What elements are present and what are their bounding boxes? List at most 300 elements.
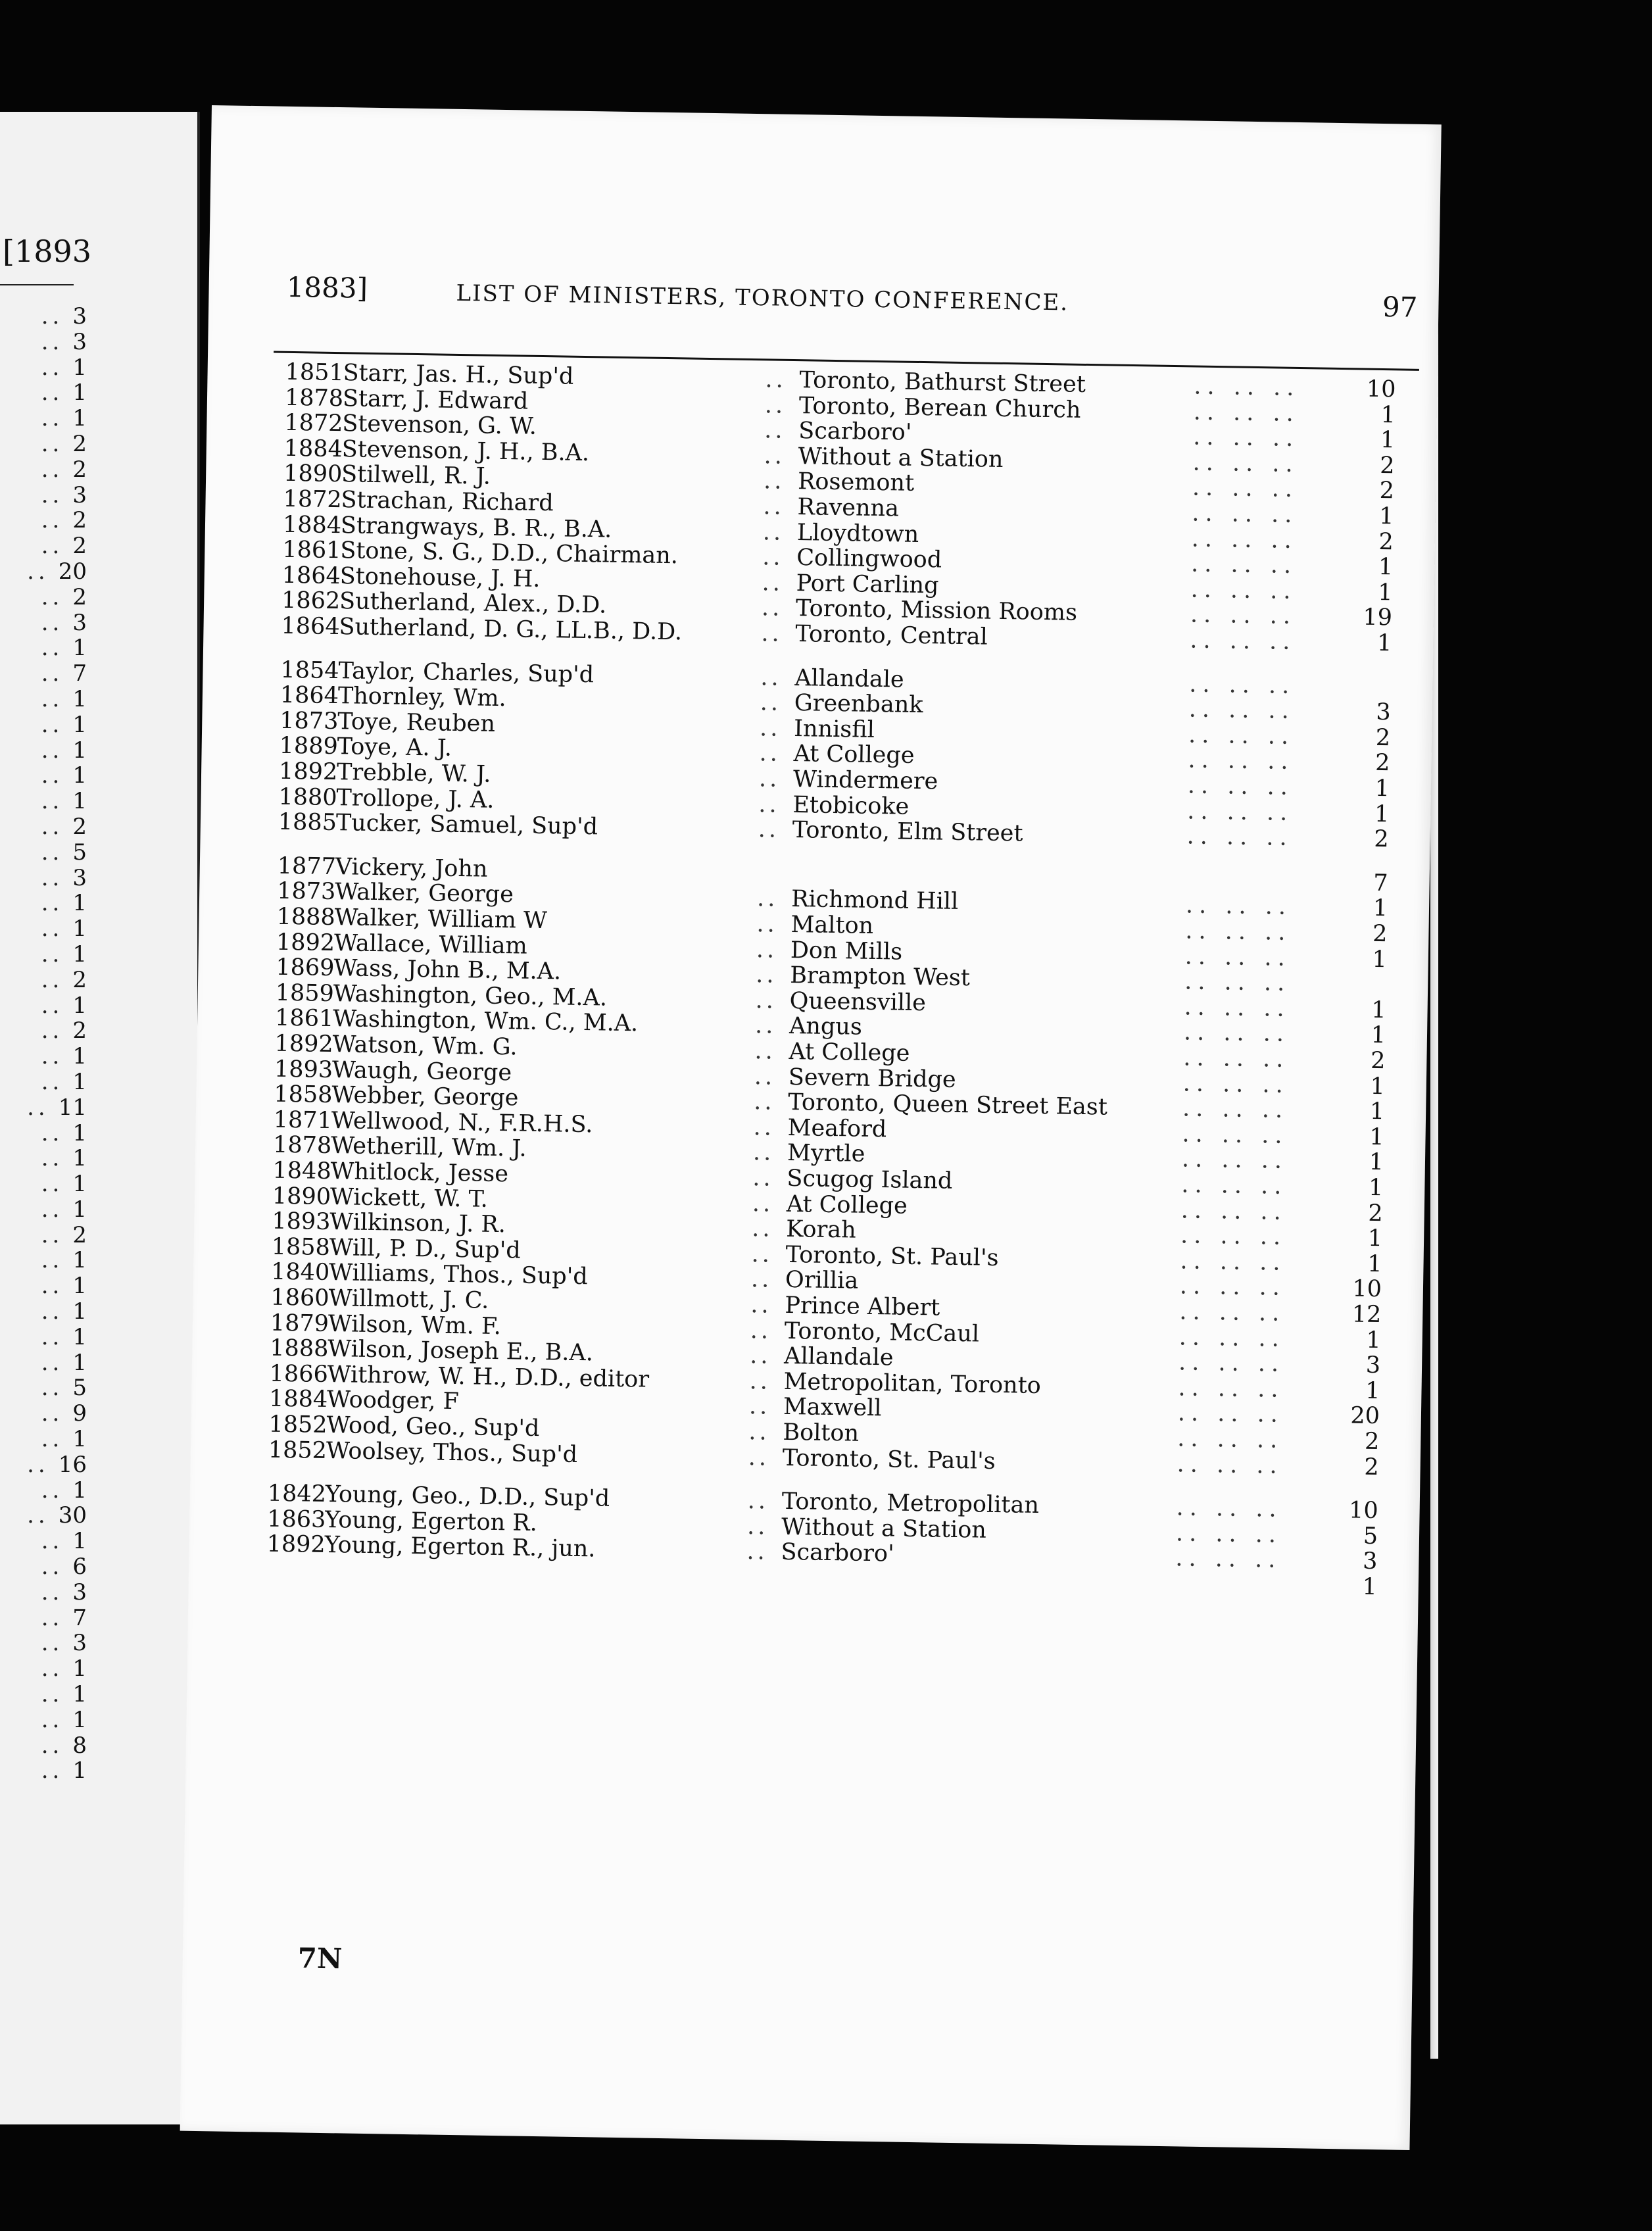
station-name: Ravenna bbox=[797, 494, 900, 522]
left-year-count bbox=[8, 1018, 87, 1044]
leader-dots: .. bbox=[41, 1400, 64, 1427]
leader-dots: .. bbox=[41, 1655, 64, 1682]
left-year-count bbox=[8, 712, 87, 738]
minister-name: Wilson, Wm. F. bbox=[328, 1310, 502, 1340]
count-value: 1 bbox=[72, 1247, 87, 1274]
left-year-count bbox=[8, 687, 87, 712]
leader-dots: .. bbox=[746, 1513, 769, 1540]
leader-dots: .. bbox=[41, 1579, 64, 1606]
minister-name: Trollope, J. A. bbox=[336, 784, 495, 814]
leader-dots: .. bbox=[761, 595, 783, 622]
leader-dots: .. bbox=[41, 966, 64, 993]
years-count: 1 bbox=[1369, 1098, 1385, 1125]
minister-name: Starr, Jas. H., Sup'd bbox=[343, 360, 574, 390]
count-value: 1 bbox=[72, 916, 87, 943]
station-name: Don Mills bbox=[790, 937, 903, 966]
entry-year: 1892 bbox=[266, 1531, 326, 1559]
leader-dots: .. .. .. bbox=[1190, 627, 1296, 655]
entry-year: 1864 bbox=[281, 612, 340, 641]
years-count: 2 bbox=[1380, 452, 1395, 479]
years-count: 7 bbox=[1373, 870, 1388, 897]
years-count: 1 bbox=[1374, 800, 1390, 827]
station-name: Without a Station bbox=[781, 1513, 987, 1544]
station-name: Malton bbox=[790, 911, 874, 939]
station-name: Without a Station bbox=[798, 443, 1004, 473]
left-year-count bbox=[8, 483, 87, 508]
years-count: 2 bbox=[1372, 920, 1388, 948]
years-count: 1 bbox=[1376, 629, 1392, 657]
count-value: 20 bbox=[58, 558, 87, 585]
entry-year: 1872 bbox=[284, 409, 343, 437]
leader-dots: .. bbox=[750, 1266, 773, 1293]
left-year-count bbox=[8, 789, 87, 814]
leader-dots: .. bbox=[752, 1139, 775, 1167]
entry-year: 1858 bbox=[274, 1081, 333, 1109]
station-name: Scarboro' bbox=[781, 1539, 894, 1567]
leader-dots: .. .. .. bbox=[1182, 1121, 1288, 1149]
leader-dots: .. bbox=[763, 468, 785, 495]
leader-dots: .. bbox=[41, 1171, 64, 1198]
station-name: Toronto, St. Paul's bbox=[785, 1241, 999, 1271]
years-count: 10 bbox=[1366, 376, 1396, 403]
left-year-count bbox=[8, 585, 87, 610]
station-name: Port Carling bbox=[796, 570, 939, 599]
leader-dots: .. bbox=[41, 1630, 64, 1657]
left-facing-page bbox=[0, 112, 200, 2124]
minister-name: Wetherill, Wm. J. bbox=[330, 1133, 527, 1163]
leader-dots: .. bbox=[41, 1604, 64, 1631]
minister-name: Young, Egerton R. bbox=[324, 1506, 538, 1536]
leader-dots: .. .. .. bbox=[1189, 671, 1296, 699]
leader-dots: .. bbox=[41, 430, 64, 457]
leader-dots: .. bbox=[41, 1017, 64, 1044]
minister-name: Wass, John B., M.A. bbox=[333, 955, 562, 985]
station-name: Windermere bbox=[792, 766, 938, 795]
minister-name: Sutherland, Alex., D.D. bbox=[339, 588, 607, 619]
leader-dots: .. .. .. bbox=[1187, 772, 1294, 800]
count-value: 3 bbox=[72, 609, 87, 636]
station-name: Lloydtown bbox=[796, 519, 919, 548]
count-value: 1 bbox=[72, 1477, 87, 1504]
entry-year: 1873 bbox=[276, 878, 336, 906]
leader-dots: .. .. .. bbox=[1185, 892, 1292, 921]
minister-name: Stonehouse, J. H. bbox=[339, 562, 541, 593]
count-value: 1 bbox=[72, 1145, 87, 1172]
leader-dots: .. bbox=[41, 1247, 64, 1274]
minister-name: Wickett, W. T. bbox=[329, 1183, 489, 1213]
years-count: 2 bbox=[1379, 478, 1395, 504]
count-value: 1 bbox=[72, 635, 87, 662]
minister-name: Walker, George bbox=[334, 879, 514, 908]
years-count: 1 bbox=[1365, 1377, 1380, 1404]
station-name: Toronto, Berean Church bbox=[798, 392, 1081, 424]
leader-dots: .. .. .. bbox=[1183, 1044, 1290, 1073]
station-name: Toronto, McCaul bbox=[784, 1317, 980, 1348]
leader-dots: .. bbox=[41, 1375, 64, 1402]
years-count: 2 bbox=[1378, 528, 1394, 555]
leader-dots: .. bbox=[41, 354, 64, 381]
entry-year: 1869 bbox=[276, 954, 335, 982]
entry-year: 1878 bbox=[284, 384, 344, 412]
count-value: 1 bbox=[72, 1196, 87, 1223]
left-year-count bbox=[8, 1121, 87, 1146]
leader-dots: .. bbox=[759, 715, 781, 742]
left-year-count bbox=[8, 1273, 87, 1299]
leader-dots: .. bbox=[41, 711, 64, 738]
leader-dots: .. .. .. bbox=[1181, 1146, 1288, 1175]
count-value: 3 bbox=[72, 864, 87, 891]
years-count: 10 bbox=[1352, 1275, 1382, 1303]
leader-dots: .. bbox=[764, 443, 786, 470]
years-count: 1 bbox=[1362, 1573, 1378, 1601]
station-name: Innisfil bbox=[793, 715, 875, 743]
left-year-count bbox=[8, 406, 87, 431]
minister-name: Woolsey, Thos., Sup'd bbox=[326, 1437, 578, 1468]
entry-year: 1864 bbox=[281, 562, 341, 589]
count-value: 3 bbox=[72, 1579, 87, 1606]
count-value: 8 bbox=[72, 1732, 87, 1759]
leader-dots: .. bbox=[41, 635, 64, 662]
years-count: 3 bbox=[1362, 1548, 1378, 1575]
left-year-count bbox=[8, 1733, 87, 1759]
minister-name: Walker, William W bbox=[334, 904, 548, 935]
station-name: Scugog Island bbox=[787, 1165, 953, 1194]
leader-dots: .. bbox=[754, 1063, 776, 1091]
years-count: 2 bbox=[1374, 826, 1389, 853]
years-count: 1 bbox=[1371, 1022, 1386, 1049]
minister-name: Vickery, John bbox=[335, 853, 488, 883]
leader-dots: .. bbox=[759, 740, 781, 768]
leader-dots: .. .. .. bbox=[1187, 798, 1294, 826]
station-name: Toronto, Elm Street bbox=[792, 817, 1023, 847]
leader-dots: .. bbox=[41, 405, 64, 432]
station-name: Collingwood bbox=[796, 545, 942, 574]
minister-name: Wood, Geo., Sup'd bbox=[326, 1411, 540, 1442]
station-name: Angus bbox=[789, 1013, 863, 1041]
entry-year: 1864 bbox=[279, 681, 339, 710]
entry-year: 1861 bbox=[274, 1005, 334, 1033]
leader-dots: .. .. .. bbox=[1190, 601, 1297, 630]
leader-dots: .. .. .. bbox=[1188, 722, 1295, 750]
years-count: 1 bbox=[1367, 1250, 1382, 1277]
left-year-count bbox=[8, 304, 87, 330]
right-page bbox=[180, 105, 1442, 2150]
entry-year: 1884 bbox=[268, 1386, 328, 1413]
entry-year: 1851 bbox=[285, 358, 345, 387]
years-count: 1 bbox=[1369, 1149, 1384, 1176]
minister-name: Trebble, W. J. bbox=[336, 759, 491, 788]
minister-name: Washington, Geo., M.A. bbox=[333, 980, 608, 1012]
entry-year: 1858 bbox=[271, 1233, 331, 1261]
left-year-count bbox=[8, 431, 87, 457]
leader-dots: .. bbox=[762, 518, 785, 546]
years-count: 1 bbox=[1368, 1174, 1384, 1202]
leader-dots: .. .. .. bbox=[1180, 1248, 1286, 1276]
left-year-count bbox=[8, 1630, 87, 1656]
entry-year: 1880 bbox=[278, 783, 337, 811]
entry-year: 1852 bbox=[268, 1436, 328, 1464]
leader-dots: .. .. .. bbox=[1190, 576, 1297, 604]
left-year-count bbox=[8, 508, 87, 533]
left-year-count bbox=[8, 1069, 87, 1095]
station-name: Korah bbox=[785, 1216, 856, 1244]
left-year-count bbox=[8, 968, 87, 993]
left-year-count bbox=[8, 1427, 87, 1452]
leader-dots: .. bbox=[41, 1554, 64, 1581]
leader-dots: .. bbox=[760, 664, 783, 691]
count-value: 3 bbox=[72, 1630, 87, 1657]
count-value: 2 bbox=[72, 456, 87, 483]
entry-year: 1848 bbox=[272, 1157, 331, 1185]
count-value: 5 bbox=[72, 1375, 87, 1402]
years-count: 1 bbox=[1377, 579, 1393, 606]
leader-dots: .. .. .. bbox=[1194, 373, 1300, 402]
station-name: Richmond Hill bbox=[790, 886, 959, 916]
left-year-count bbox=[8, 1606, 87, 1631]
leader-dots: .. .. .. bbox=[1193, 399, 1300, 427]
header-year: 1883] bbox=[286, 270, 368, 305]
minister-name: Sutherland, D. G., LL.B., D.D. bbox=[339, 614, 683, 646]
leader-dots: .. .. .. bbox=[1192, 500, 1298, 529]
entry-year: 1892 bbox=[274, 1030, 333, 1058]
left-year-count bbox=[8, 1299, 87, 1325]
page-number: 97 bbox=[1382, 290, 1418, 324]
leader-dots: .. .. .. bbox=[1176, 1494, 1282, 1523]
minister-name: Will, P. D., Sup'd bbox=[329, 1234, 522, 1264]
leader-dots: .. bbox=[41, 839, 64, 866]
leader-dots: .. .. .. bbox=[1185, 918, 1292, 946]
left-year-count bbox=[8, 942, 87, 968]
years-count: 1 bbox=[1370, 1073, 1386, 1100]
leader-dots: .. bbox=[41, 1043, 64, 1070]
leader-dots: .. bbox=[27, 1094, 49, 1121]
station-name: Prince Albert bbox=[785, 1292, 940, 1321]
leader-dots: .. bbox=[41, 303, 64, 330]
leader-dots: .. .. .. bbox=[1184, 943, 1292, 971]
leader-dots: .. .. .. bbox=[1178, 1349, 1285, 1378]
leader-dots: .. bbox=[41, 941, 64, 968]
left-year-count bbox=[8, 1529, 87, 1554]
years-count: 3 bbox=[1376, 699, 1392, 726]
entry-year: 1888 bbox=[276, 903, 336, 931]
leader-dots: .. .. .. bbox=[1182, 1095, 1289, 1124]
entry-year: 1879 bbox=[270, 1310, 329, 1337]
count-value: 1 bbox=[72, 1119, 87, 1146]
minister-name: Whitlock, Jesse bbox=[330, 1158, 509, 1188]
years-count: 1 bbox=[1366, 1327, 1382, 1354]
leader-dots: .. bbox=[758, 816, 780, 843]
count-value: 5 bbox=[72, 839, 87, 866]
station-name: Toronto, Mission Rooms bbox=[795, 595, 1078, 627]
station-name: Rosemont bbox=[797, 468, 915, 497]
left-year-count bbox=[8, 457, 87, 483]
entry-year: 1852 bbox=[268, 1411, 328, 1439]
station-name: Etobicoke bbox=[792, 791, 910, 820]
leader-dots: .. bbox=[756, 885, 779, 913]
count-value: 1 bbox=[72, 788, 87, 815]
leader-dots: .. .. .. bbox=[1175, 1545, 1282, 1574]
years-count: 1 bbox=[1372, 946, 1388, 973]
leader-dots: .. bbox=[762, 544, 784, 571]
leader-dots: .. bbox=[41, 507, 64, 534]
left-year-count bbox=[8, 1223, 87, 1248]
count-value: 2 bbox=[72, 1221, 87, 1248]
station-name: Meaford bbox=[787, 1114, 887, 1143]
left-year-count bbox=[8, 993, 87, 1019]
left-year-count bbox=[8, 814, 87, 840]
count-value: 1 bbox=[72, 1528, 87, 1555]
left-year-count bbox=[8, 840, 87, 866]
leader-dots: .. .. .. bbox=[1182, 1069, 1290, 1098]
leader-dots: .. bbox=[41, 890, 64, 917]
years-count: 1 bbox=[1378, 503, 1394, 530]
years-count: 2 bbox=[1374, 750, 1390, 777]
leader-dots: .. bbox=[41, 1196, 64, 1223]
leader-dots: .. bbox=[41, 456, 64, 483]
leader-dots: .. bbox=[41, 1221, 64, 1248]
minister-name: Wilson, Joseph E., B.A. bbox=[328, 1336, 594, 1367]
leader-dots: .. bbox=[41, 583, 64, 610]
left-year-count bbox=[8, 1248, 87, 1273]
leader-dots: .. .. .. bbox=[1177, 1425, 1284, 1454]
count-value: 9 bbox=[72, 1400, 87, 1427]
leader-dots: .. .. .. bbox=[1191, 526, 1298, 554]
count-value: 3 bbox=[72, 481, 87, 508]
left-year-count bbox=[8, 380, 87, 406]
minister-name: Stilwell, R. J. bbox=[341, 461, 491, 491]
count-value: 1 bbox=[72, 1655, 87, 1682]
left-year-count bbox=[8, 661, 87, 687]
leader-dots: .. bbox=[752, 1165, 775, 1192]
leader-dots: .. bbox=[41, 1528, 64, 1555]
count-value: 1 bbox=[72, 762, 87, 789]
left-year-count bbox=[8, 1171, 87, 1197]
count-value: 1 bbox=[72, 992, 87, 1019]
station-name: Maxwell bbox=[783, 1394, 882, 1422]
entry-year: 1893 bbox=[272, 1208, 331, 1236]
years-count: 1 bbox=[1380, 401, 1396, 428]
leader-dots: .. bbox=[749, 1367, 771, 1395]
leader-dots: .. .. .. bbox=[1183, 1019, 1290, 1048]
entry-year: 1890 bbox=[283, 460, 343, 488]
leader-dots: .. .. .. bbox=[1178, 1323, 1286, 1352]
count-value: 7 bbox=[72, 1604, 87, 1631]
leader-dots: .. bbox=[41, 864, 64, 891]
left-year-count bbox=[8, 1682, 87, 1707]
leader-dots: .. bbox=[27, 1502, 49, 1529]
left-year-count bbox=[8, 891, 87, 916]
leader-dots: .. .. .. bbox=[1192, 424, 1300, 453]
minister-name: Toye, Reuben bbox=[337, 708, 496, 737]
leader-dots: .. bbox=[751, 1240, 773, 1268]
leader-dots: .. bbox=[762, 570, 784, 597]
leader-dots: .. bbox=[27, 558, 49, 585]
entry-year: 1890 bbox=[272, 1183, 331, 1210]
count-value: 1 bbox=[72, 941, 87, 968]
minister-name: Wilkinson, J. R. bbox=[329, 1209, 506, 1238]
left-year-count bbox=[8, 1197, 87, 1223]
leader-dots: .. bbox=[760, 689, 782, 716]
count-value: 1 bbox=[72, 1323, 87, 1350]
years-count: 1 bbox=[1378, 554, 1394, 581]
station-name: Toronto, Central bbox=[795, 621, 988, 650]
entry-year: 1873 bbox=[279, 707, 339, 735]
entry-year: 1884 bbox=[283, 435, 343, 462]
leader-dots: .. bbox=[756, 962, 777, 989]
entry-year: 1893 bbox=[274, 1056, 333, 1083]
count-value: 2 bbox=[72, 966, 87, 993]
minister-name: Withrow, W. H., D.D., editor bbox=[327, 1361, 650, 1393]
count-value: 7 bbox=[72, 660, 87, 687]
leader-dots: .. .. .. bbox=[1180, 1196, 1288, 1225]
count-value: 2 bbox=[72, 813, 87, 840]
entry-year: 1863 bbox=[266, 1506, 326, 1533]
count-value: 1 bbox=[72, 1706, 87, 1733]
leader-dots: .. bbox=[41, 1732, 64, 1759]
minister-name: Woodger, F bbox=[326, 1386, 460, 1415]
leader-dots: .. .. .. bbox=[1178, 1375, 1284, 1403]
years-count: 2 bbox=[1364, 1454, 1380, 1481]
leader-dots: .. bbox=[41, 1119, 64, 1146]
station-name: At College bbox=[786, 1190, 908, 1219]
leader-dots: .. bbox=[41, 1426, 64, 1453]
station-name: Greenbank bbox=[794, 690, 923, 719]
entry-year: 1840 bbox=[270, 1259, 330, 1287]
years-count: 1 bbox=[1371, 996, 1386, 1024]
entry-year: 1885 bbox=[278, 808, 337, 837]
leader-dots: .. bbox=[754, 1012, 777, 1040]
left-year-count bbox=[8, 533, 87, 559]
station-name: Allandale bbox=[783, 1343, 894, 1371]
count-value: 3 bbox=[72, 303, 87, 330]
left-year-count bbox=[8, 1044, 87, 1069]
count-value: 2 bbox=[72, 430, 87, 457]
leader-dots: .. .. .. bbox=[1188, 747, 1294, 775]
minister-name: Strangways, B. R., B.A. bbox=[340, 512, 612, 543]
left-year-count bbox=[8, 1375, 87, 1401]
left-year-count bbox=[8, 559, 87, 585]
left-year-count bbox=[8, 1350, 87, 1376]
station-name: Toronto, Metropolitan bbox=[781, 1488, 1040, 1519]
years-count: 1 bbox=[1369, 1123, 1384, 1150]
leader-dots: .. bbox=[41, 1068, 64, 1095]
count-value: 1 bbox=[72, 1171, 87, 1198]
leader-dots: .. bbox=[41, 1477, 64, 1504]
leader-dots: .. .. .. bbox=[1180, 1222, 1287, 1251]
leader-dots: .. bbox=[41, 916, 64, 943]
station-name: Myrtle bbox=[787, 1140, 865, 1168]
count-value: 1 bbox=[72, 711, 87, 738]
minister-name: Stone, S. G., D.D., Chairman. bbox=[340, 537, 679, 570]
leader-dots: .. bbox=[746, 1538, 769, 1565]
count-value: 1 bbox=[72, 890, 87, 917]
leader-dots: .. .. .. bbox=[1190, 551, 1298, 579]
minister-name: Tucker, Samuel, Sup'd bbox=[335, 810, 598, 841]
entry-year: 1866 bbox=[269, 1360, 329, 1388]
leader-dots: .. bbox=[41, 762, 64, 789]
years-count: 1 bbox=[1380, 427, 1396, 454]
minister-name: Wellwood, N., F.R.H.S. bbox=[331, 1107, 593, 1139]
left-year-count bbox=[8, 866, 87, 891]
left-year-count bbox=[8, 1478, 87, 1504]
left-year-count bbox=[8, 1656, 87, 1682]
leader-dots: .. bbox=[750, 1317, 772, 1344]
left-year-count bbox=[8, 635, 87, 661]
minister-name: Wallace, William bbox=[333, 929, 528, 960]
left-year-count bbox=[8, 1707, 87, 1733]
left-year-count bbox=[8, 916, 87, 942]
years-count: 12 bbox=[1351, 1301, 1382, 1329]
